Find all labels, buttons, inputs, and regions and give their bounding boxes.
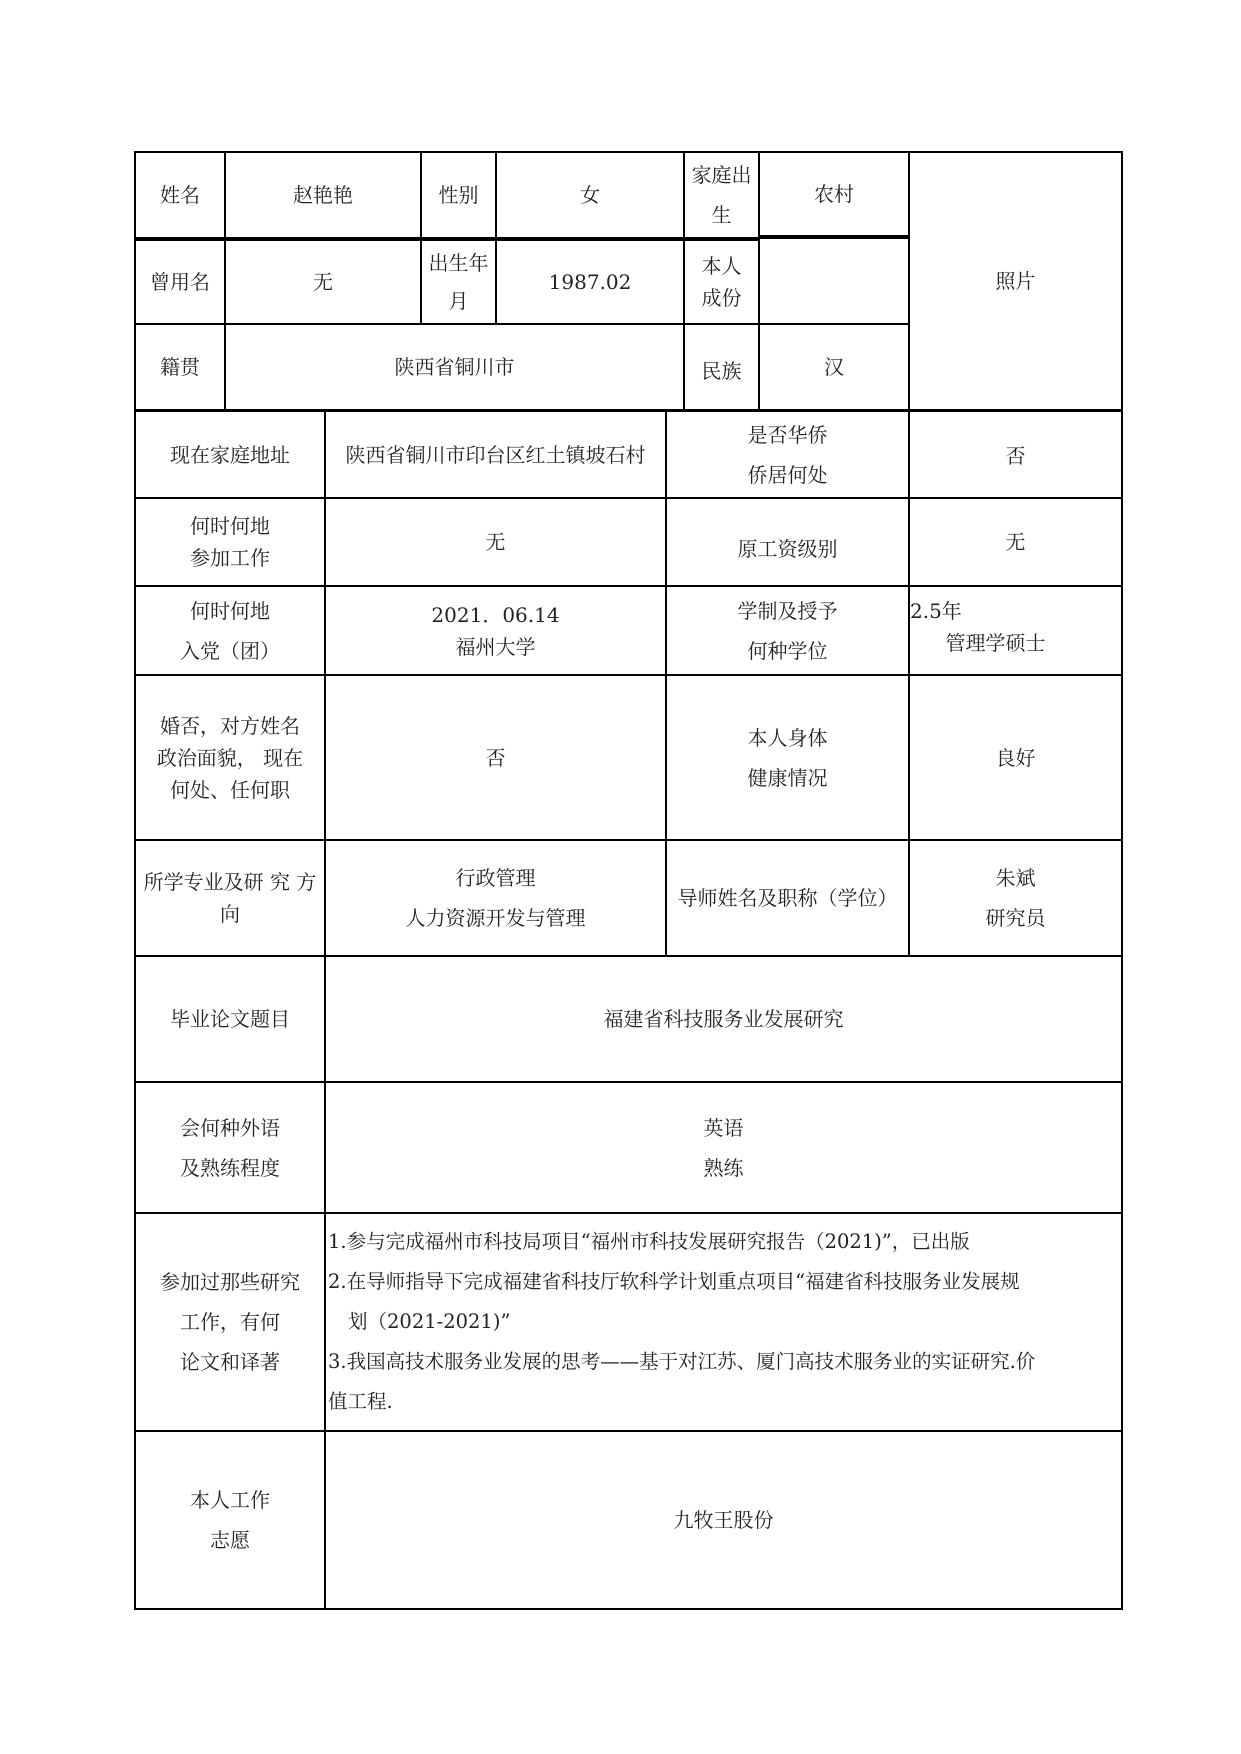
text: 毕业论文题目: [170, 1007, 290, 1031]
major-value: [325, 840, 666, 956]
text: 工作，有何: [180, 1310, 280, 1334]
name-value: [225, 152, 421, 238]
text: 本人身体: [747, 725, 828, 750]
text: 参加过那些研究: [160, 1270, 300, 1294]
text: 何时何地: [190, 514, 270, 538]
overseas-value: [909, 410, 1122, 498]
text: 学制及授予: [737, 598, 838, 623]
text: 健康情况: [747, 765, 828, 790]
research-item: 2.在导师指导下完成福建省科技厅软科学计划重点项目“福建省科技服务业发展规: [328, 1270, 1020, 1293]
text: 女: [580, 183, 600, 207]
text: 福州大学: [455, 634, 536, 659]
advisor-label: [666, 840, 909, 956]
text: 1987.02: [548, 270, 632, 294]
text: 现在家庭地址: [170, 442, 290, 467]
gender-label: [421, 152, 496, 238]
party-value: [325, 586, 666, 675]
text: 否: [1005, 444, 1026, 468]
text: 出生年: [428, 251, 489, 275]
text: 会何种外语: [180, 1115, 280, 1140]
text: 赵艳艳: [293, 183, 353, 207]
ethnic-label: [684, 324, 759, 410]
family-origin-label: [684, 152, 759, 238]
wish-label: [135, 1431, 325, 1609]
text: 何处、任何职: [170, 777, 290, 802]
text: 行政管理: [455, 866, 536, 890]
text: 无: [1005, 530, 1026, 554]
health-label: [666, 675, 909, 840]
former-name-label: [135, 238, 225, 324]
thesis-label: [135, 956, 325, 1082]
family-origin-value: [759, 152, 909, 238]
photo-box: [909, 152, 1122, 410]
salary-value: [909, 498, 1122, 586]
text: 九牧王股份: [673, 1508, 774, 1532]
degree-value: [909, 586, 1122, 675]
text: 福建省科技服务业发展研究: [603, 1007, 844, 1031]
former-name-value: [225, 238, 421, 324]
health-value: [909, 675, 1122, 840]
birth-value: [496, 238, 684, 324]
name-label: [135, 152, 225, 238]
advisor-value: [909, 840, 1122, 956]
status-label: [684, 238, 759, 324]
party-label: [135, 586, 325, 675]
text: 志愿: [210, 1528, 250, 1552]
birth-label: [421, 238, 496, 324]
text: 无: [313, 270, 333, 294]
text: 入党（团）: [180, 638, 280, 663]
text: 否: [485, 745, 506, 770]
text: 研究员: [985, 906, 1046, 930]
text: 月: [448, 289, 469, 313]
text: 陕西省铜川市: [394, 355, 515, 379]
text: 参加工作: [190, 546, 270, 570]
text: 论文和译著: [180, 1350, 280, 1374]
text: 管理学硕士: [945, 631, 1046, 655]
text: 照片: [995, 269, 1036, 293]
work-start-value: [325, 498, 666, 586]
text: 原工资级别: [737, 537, 838, 561]
thesis-value: [325, 956, 1122, 1082]
degree-label: [666, 586, 909, 675]
text: 曾用名: [150, 270, 210, 294]
text: 及熟练程度: [180, 1155, 280, 1180]
text: 所学专业及研 究 方: [143, 870, 317, 894]
text: 何种学位: [747, 638, 828, 663]
major-label: [135, 840, 325, 956]
text: 农村: [814, 182, 854, 206]
ethnic-value: [759, 324, 909, 410]
salary-label: [666, 498, 909, 586]
text: 人力资源开发与管理: [405, 906, 586, 930]
text: 向: [220, 902, 240, 926]
text: 本人工作: [190, 1488, 270, 1512]
language-value: [325, 1082, 1122, 1213]
text: 无: [485, 530, 506, 554]
address-value: [325, 410, 666, 498]
gender-value: [496, 152, 684, 238]
text: 陕西省铜川市印台区红土镇坡石村: [345, 442, 646, 467]
native-value: [225, 324, 684, 410]
text: 何时何地: [190, 598, 270, 623]
text: 是否华侨: [747, 422, 828, 447]
research-item: 划（2021-2021)”: [348, 1310, 511, 1333]
status-value: [759, 238, 909, 324]
text: 汉: [824, 355, 844, 379]
research-label: [135, 1213, 325, 1431]
overseas-label: [666, 410, 909, 498]
language-label: [135, 1082, 325, 1213]
text: 成份: [701, 286, 742, 310]
text: 良好: [995, 745, 1036, 770]
text: 民族: [701, 359, 742, 383]
text: 生: [711, 203, 732, 227]
work-start-label: [135, 498, 325, 586]
marriage-value: [325, 675, 666, 840]
text: 家庭出: [691, 163, 752, 187]
native-label: [135, 324, 225, 410]
text: 性别: [438, 183, 479, 207]
address-label: [135, 410, 325, 498]
text: 姓名: [160, 183, 200, 207]
text: 英语: [703, 1115, 744, 1140]
text: 导师姓名及职称（学位）: [677, 886, 898, 910]
text: 婚否，对方姓名: [160, 713, 300, 738]
marriage-label: [135, 675, 325, 840]
text: 2.5年: [910, 599, 962, 623]
text: 政治面貌， 现在: [156, 745, 304, 770]
research-item: 值工程.: [328, 1390, 393, 1413]
text: 熟练: [703, 1155, 744, 1180]
wish-value: [325, 1431, 1122, 1609]
research-list: [325, 1213, 1122, 1431]
text: 侨居何处: [747, 462, 828, 487]
research-item: 1.参与完成福州市科技局项目“福州市科技发展研究报告（2021)”，已出版: [328, 1230, 970, 1253]
text: 2021．06.14: [431, 602, 560, 627]
text: 籍贯: [160, 355, 200, 379]
text: 本人: [701, 254, 742, 278]
text: 朱斌: [995, 866, 1036, 890]
research-item: 3.我国高技术服务业发展的思考——基于对江苏、厦门高技术服务业的实证研究.价: [328, 1350, 1036, 1373]
